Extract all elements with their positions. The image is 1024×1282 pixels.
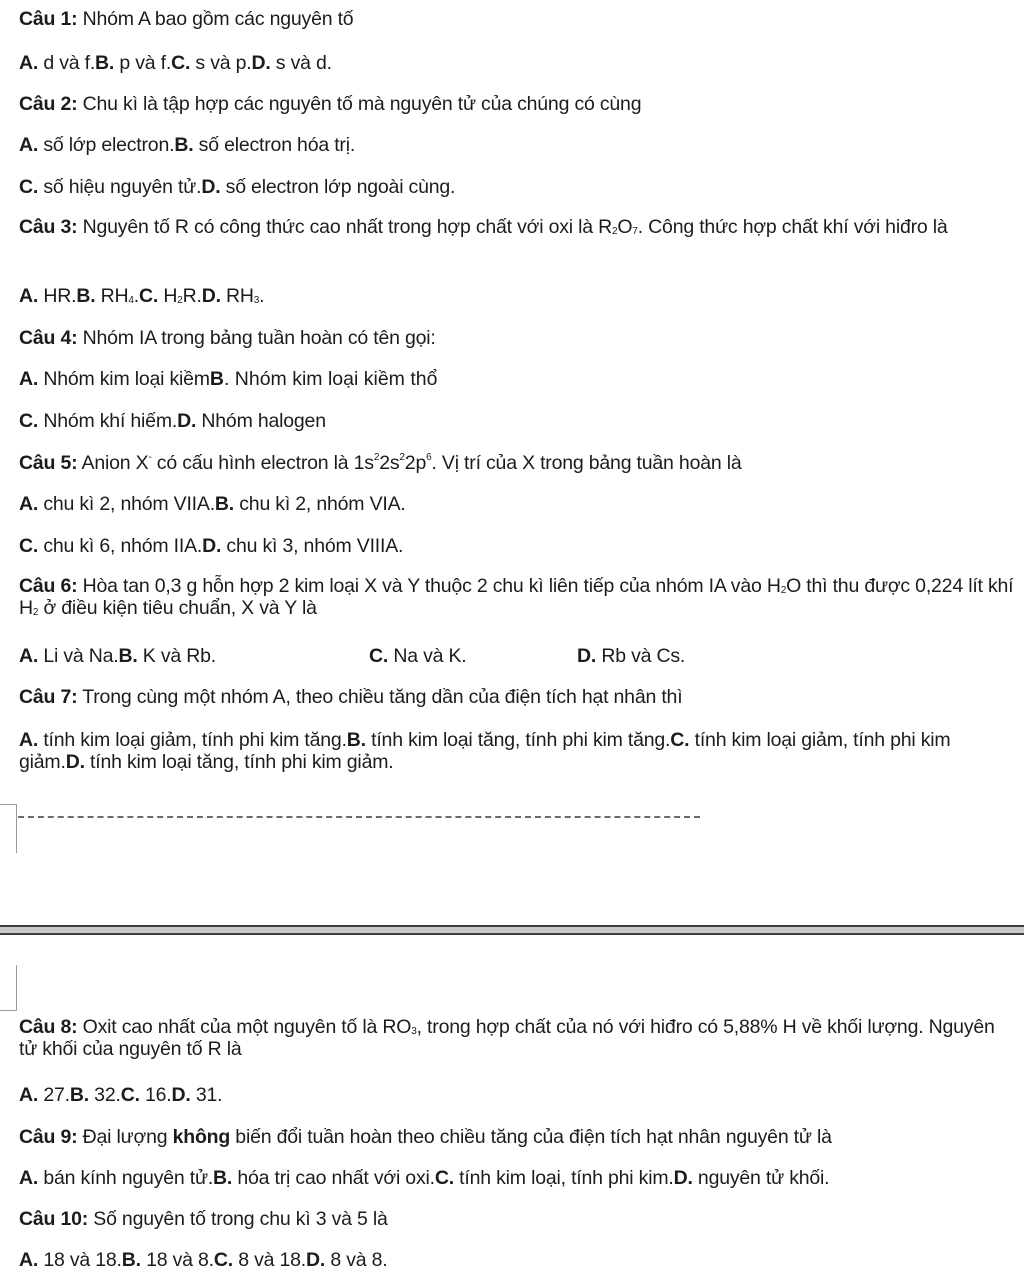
option-c-label: C.: [213, 1249, 233, 1271]
question-6: [19, 575, 1014, 619]
option-c-label: C.: [139, 285, 159, 307]
option-d-text: s và d.: [270, 52, 332, 74]
option-b-label: B.: [213, 1167, 233, 1189]
question-label: Câu 7:: [19, 686, 78, 708]
question-text: biến đổi tuần hoàn theo chiều tăng của điện tích hạt nhân nguyên tử là: [230, 1126, 832, 1148]
question-1-options: [19, 52, 332, 74]
option-a-label: A.: [19, 368, 39, 390]
option-d-label: D.: [306, 1249, 326, 1271]
option-a-label: A.: [19, 1249, 39, 1271]
option-a-text: bán kính nguyên tử.: [38, 1167, 214, 1189]
option-a-label: A.: [19, 285, 39, 307]
question-10: [19, 1208, 388, 1230]
option-d-label: D.: [251, 52, 271, 74]
option-c-text: H: [158, 285, 178, 307]
option-a-label: A.: [19, 645, 39, 667]
superscript: 2: [399, 452, 405, 463]
option-b-text: p và f.: [114, 52, 172, 74]
subscript: 2: [32, 607, 39, 618]
option-c-text: tính kim loại, tính phi kim.: [453, 1167, 674, 1189]
option-a-text: 18 và 18.: [38, 1249, 122, 1271]
option-d-text: 8 và 8.: [325, 1249, 388, 1271]
question-text: Đại lượng: [77, 1126, 173, 1148]
question-text: Oxit cao nhất của một nguyên tố là RO: [77, 1016, 412, 1038]
option-c-label: C.: [670, 729, 690, 751]
option-a-text: d và f.: [38, 52, 96, 74]
option-d-text: 31.: [190, 1084, 223, 1106]
question-label: Câu 3:: [19, 216, 78, 238]
option-d: [577, 645, 685, 667]
option-d-text: tính kim loại tăng, tính phi kim giảm.: [84, 751, 394, 773]
question-4-options-row-1: [19, 368, 437, 390]
option-d-label: D.: [177, 410, 197, 432]
option-c-label: C.: [19, 410, 39, 432]
subscript: 3: [253, 295, 260, 306]
option-d-text: Rb và Cs.: [596, 645, 686, 667]
question-5-options-row-1: [19, 493, 406, 515]
option-b-label: B.: [95, 52, 115, 74]
option-b-text: . Nhóm kim loại kiềm thổ: [223, 368, 438, 390]
option-d-text: Nhóm halogen: [196, 410, 326, 432]
subscript: 2: [780, 585, 787, 596]
question-text: . Vị trí của X trong bảng tuần hoàn là: [431, 452, 742, 474]
page-separator: [0, 925, 1024, 935]
question-7: [19, 686, 682, 708]
option-d-label: D.: [673, 1167, 693, 1189]
page-corner-marker-bottom: [0, 965, 17, 1011]
question-1: [19, 8, 353, 30]
option-b-label: B.: [346, 729, 366, 751]
question-text: , trong hợp chất của nó với hiđro có 5,88% H về khối lượng. Nguyên tử khối của nguyên tố R là: [19, 1016, 995, 1060]
subscript: 2: [177, 295, 183, 306]
question-8-options: [19, 1084, 222, 1106]
question-5: [19, 452, 742, 474]
option-c-text: Nhóm khí hiếm.: [38, 410, 178, 432]
option-a-label: A.: [19, 1084, 39, 1106]
option-c-label: C.: [19, 535, 39, 557]
option-a-text: chu kì 2, nhóm VIIA.: [38, 493, 215, 515]
question-4: [19, 327, 436, 349]
option-c-text: chu kì 6, nhóm IIA.: [38, 535, 203, 557]
subscript: 2: [612, 226, 618, 237]
question-text: Trong cùng một nhóm A, theo chiều tăng dần của điện tích hạt nhân thì: [77, 686, 683, 708]
option-c-label: C.: [120, 1084, 140, 1106]
option-d-text: số electron lớp ngoài cùng.: [220, 176, 456, 198]
option-a-label: A.: [19, 1167, 39, 1189]
emphasis-text: không: [172, 1126, 231, 1148]
option-a-label: A.: [19, 493, 39, 515]
question-text: Hòa tan 0,3 g hỗn hợp 2 kim loại X và Y thuộc 2 chu kì liên tiếp của nhóm IA vào H: [77, 575, 781, 597]
option-a-text: Li và Na.: [38, 645, 119, 667]
question-text: có cấu hình electron là 1s: [151, 452, 374, 474]
question-text: O thì thu được 0,224 lít khí H: [19, 575, 1014, 619]
option-b-text: chu kì 2, nhóm VIA.: [234, 493, 406, 515]
option-a-b: [19, 645, 216, 667]
question-7-options: [19, 729, 1014, 773]
option-d-tail: .: [259, 285, 265, 307]
question-text: 2p: [404, 452, 427, 474]
option-c-label: C.: [19, 176, 39, 198]
option-b-text: RH: [95, 285, 129, 307]
option-c-text: s và p.: [190, 52, 252, 74]
question-label: Câu 9:: [19, 1126, 78, 1148]
option-b-tail: .: [133, 285, 139, 307]
question-text: Chu kì là tập hợp các nguyên tố mà nguyên tử của chúng có cùng: [77, 93, 642, 115]
option-c-text: số hiệu nguyên tử.: [38, 176, 202, 198]
option-c: [369, 645, 467, 667]
question-label: Câu 8:: [19, 1016, 78, 1038]
question-text: Anion X: [77, 452, 149, 474]
option-b-label: B.: [118, 645, 138, 667]
option-b-label: B: [209, 368, 224, 390]
question-text: Nhóm IA trong bảng tuần hoàn có tên gọi:: [77, 327, 436, 349]
option-c-label: C.: [171, 52, 191, 74]
option-b-label: B.: [174, 134, 194, 156]
option-a-label: A.: [19, 729, 39, 751]
option-a-text: HR.: [38, 285, 77, 307]
question-3: [19, 216, 1014, 238]
question-label: Câu 1:: [19, 8, 78, 30]
option-c-text: 8 và 18.: [233, 1249, 307, 1271]
option-b-label: [210, 368, 438, 390]
question-8: [19, 1016, 1014, 1060]
option-d-label: D.: [201, 176, 221, 198]
option-d-label: D.: [202, 535, 222, 557]
question-9: [19, 1126, 832, 1148]
option-b-text: hóa trị cao nhất với oxi.: [232, 1167, 435, 1189]
question-text: ở điều kiện tiêu chuẩn, X và Y là: [38, 597, 317, 619]
option-d-label: D.: [65, 751, 85, 773]
option-b-text: số electron hóa trị.: [193, 134, 356, 156]
question-3-options: [19, 285, 264, 307]
option-a-text: số lớp electron.: [38, 134, 175, 156]
question-text: O: [617, 216, 633, 238]
option-a-label: A.: [19, 52, 39, 74]
subscript: 3: [411, 1026, 417, 1037]
question-4-options-row-2: [19, 410, 326, 432]
question-label: Câu 6:: [19, 575, 78, 597]
option-c-text: Na và K.: [388, 645, 467, 667]
question-label: Câu 2:: [19, 93, 78, 115]
section-break-dashed-line: [18, 816, 700, 818]
superscript: 2: [373, 452, 380, 463]
subscript: 4: [128, 295, 134, 306]
question-5-options-row-2: [19, 535, 403, 557]
question-label: Câu 10:: [19, 1208, 89, 1230]
option-b-text: K và Rb.: [137, 645, 216, 667]
superscript: -: [148, 452, 152, 463]
question-text: Nguyên tố R có công thức cao nhất trong hợp chất với oxi là R: [77, 216, 613, 238]
question-6-options: [19, 645, 1019, 667]
option-d-text: chu kì 3, nhóm VIIIA.: [221, 535, 404, 557]
option-b-text: 18 và 8.: [140, 1249, 214, 1271]
page-corner-marker-top: [0, 804, 17, 853]
question-2-options-row-2: [19, 176, 455, 198]
subscript: 7: [632, 226, 638, 237]
option-d-text: nguyên tử khối.: [692, 1167, 830, 1189]
question-10-options: [19, 1249, 387, 1271]
option-c-tail: R.: [182, 285, 202, 307]
option-a-text: 27.: [38, 1084, 70, 1106]
question-2-options-row-1: [19, 134, 355, 156]
option-c-text: 16.: [139, 1084, 172, 1106]
option-b-text: 32.: [88, 1084, 121, 1106]
option-b-text: tính kim loại tăng, tính phi kim tăng.: [365, 729, 671, 751]
option-b-label: B.: [76, 285, 96, 307]
option-a-text: Nhóm kim loại kiềm: [38, 368, 210, 390]
option-a-text: tính kim loại giảm, tính phi kim tăng.: [38, 729, 347, 751]
option-d-text: RH: [220, 285, 254, 307]
option-b-label: B.: [121, 1249, 141, 1271]
option-d-label: D.: [171, 1084, 191, 1106]
option-c-label: C.: [369, 645, 389, 667]
question-9-options: [19, 1167, 829, 1189]
option-a-label: A.: [19, 134, 39, 156]
question-text: Nhóm A bao gồm các nguyên tố: [77, 8, 354, 30]
superscript: 6: [426, 452, 432, 463]
question-text: . Công thức hợp chất khí với hiđro là: [637, 216, 948, 238]
question-label: Câu 5:: [19, 452, 78, 474]
question-text: Số nguyên tố trong chu kì 3 và 5 là: [88, 1208, 388, 1230]
question-text: 2s: [379, 452, 400, 474]
option-c-label: C.: [434, 1167, 454, 1189]
question-label: Câu 4:: [19, 327, 78, 349]
option-c-text: tính kim loại giảm, tính phi kim giảm.: [19, 729, 951, 773]
option-b-label: B.: [214, 493, 235, 515]
option-b-label: B.: [69, 1084, 89, 1106]
option-d-label: D.: [577, 645, 597, 667]
question-2: [19, 93, 641, 115]
option-d-label: D.: [201, 285, 221, 307]
